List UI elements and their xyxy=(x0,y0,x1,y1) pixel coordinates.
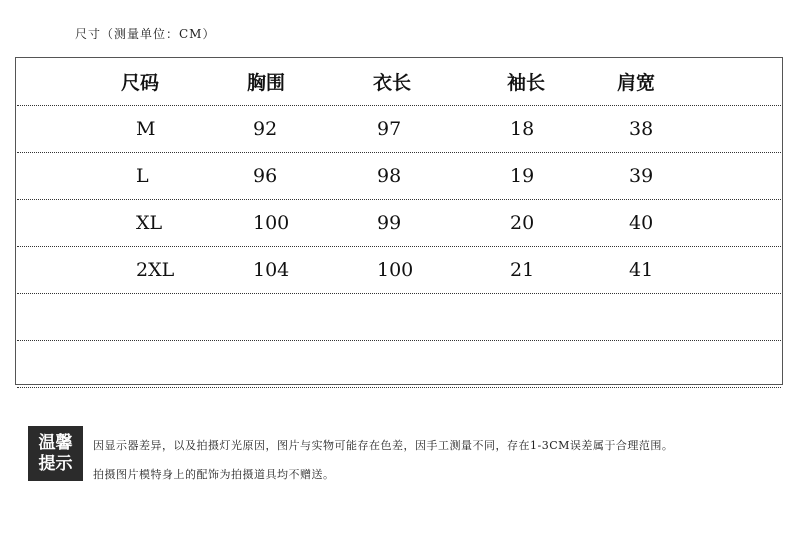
cell-sleeve: 20 xyxy=(510,211,535,234)
cell-length: 99 xyxy=(377,211,402,234)
table-row-empty xyxy=(17,340,781,388)
size-table xyxy=(15,57,783,385)
table-row xyxy=(17,152,781,200)
header-length: 衣长 xyxy=(373,72,412,94)
cell-chest: 100 xyxy=(253,211,290,234)
cell-sleeve: 18 xyxy=(510,117,535,140)
cell-sleeve: 19 xyxy=(510,164,535,187)
header-sleeve: 袖长 xyxy=(507,72,546,94)
tip-text-line1: 因显示器差异，以及拍摄灯光原因，图片与实物可能存在色差，因手工测量不同，存在1-3CM误差属于合理范围。 xyxy=(93,439,674,452)
cell-size: XL xyxy=(136,211,163,234)
cell-length: 97 xyxy=(377,117,402,140)
cell-sleeve: 21 xyxy=(510,258,535,281)
table-row xyxy=(17,105,781,153)
tip-badge xyxy=(28,426,83,481)
tip-text-line2: 拍摄图片模特身上的配饰为拍摄道具均不赠送。 xyxy=(93,468,335,481)
cell-chest: 96 xyxy=(253,164,278,187)
header-shoulder: 肩宽 xyxy=(617,72,656,94)
cell-shoulder: 40 xyxy=(629,211,654,234)
table-row xyxy=(17,246,781,294)
table-row xyxy=(17,199,781,247)
cell-chest: 104 xyxy=(253,258,290,281)
size-unit-title: 尺寸（测量单位：CM） xyxy=(75,27,216,41)
table-row-empty xyxy=(17,293,781,341)
header-size: 尺码 xyxy=(121,72,160,94)
cell-chest: 92 xyxy=(253,117,278,140)
table-header-row xyxy=(17,58,781,106)
tip-badge-line2: 提示 xyxy=(38,453,73,474)
tip-badge-line1: 温馨 xyxy=(38,432,73,453)
cell-length: 100 xyxy=(377,258,414,281)
cell-size: 2XL xyxy=(136,258,175,281)
cell-shoulder: 39 xyxy=(629,164,654,187)
cell-shoulder: 41 xyxy=(629,258,654,281)
cell-size: M xyxy=(136,117,156,140)
cell-size: L xyxy=(136,164,149,187)
cell-shoulder: 38 xyxy=(629,117,654,140)
header-chest: 胸围 xyxy=(247,72,286,94)
cell-length: 98 xyxy=(377,164,402,187)
